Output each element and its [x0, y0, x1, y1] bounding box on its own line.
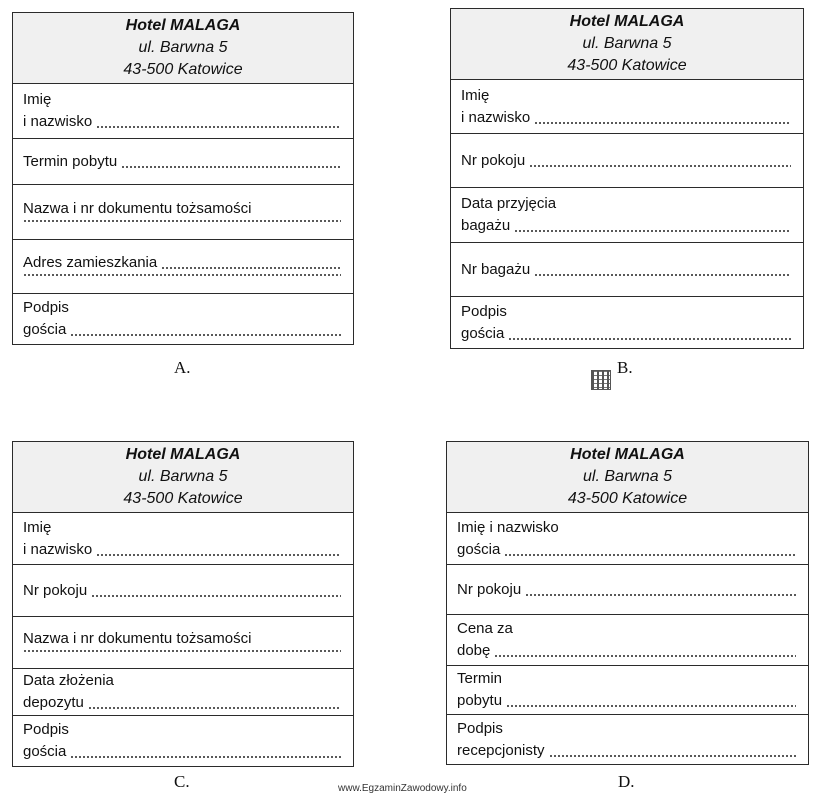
option-label-b: B.: [617, 358, 633, 377]
hotel-street: ul. Barwna 5: [582, 35, 672, 52]
hotel-street: ul. Barwna 5: [583, 468, 672, 485]
field-row: Nr bagażu: [451, 243, 803, 297]
fill-line[interactable]: [96, 126, 341, 128]
hotel-name: Hotel MALAGA: [125, 17, 241, 34]
hotel-header: [13, 13, 353, 84]
form-card-a: [12, 12, 354, 345]
fill-line[interactable]: [23, 650, 341, 652]
hotel-city: 43-500 Katowice: [123, 490, 243, 507]
field-row: Termin pobytu: [447, 666, 808, 715]
field-row: Imię i nazwisko gościa: [447, 513, 808, 565]
hotel-city: 43-500 Katowice: [567, 490, 688, 507]
fill-line[interactable]: [70, 756, 341, 758]
fill-line[interactable]: [506, 705, 796, 707]
hotel-city: 43-500 Katowice: [567, 57, 687, 74]
field-row: Nazwa i nr dokumentu tożsamości: [13, 185, 353, 240]
field-row: Data złożenia depozytu: [13, 669, 353, 716]
field-row: Imię i nazwisko: [13, 513, 353, 565]
fill-line[interactable]: [504, 554, 796, 556]
fill-line[interactable]: [529, 165, 791, 167]
field-row: Nazwa i nr dokumentu tożsamości: [13, 617, 353, 669]
field-row: Imię i nazwisko: [13, 84, 353, 139]
hotel-street: ul. Barwna 5: [138, 468, 228, 485]
hotel-city: 43-500 Katowice: [123, 61, 243, 78]
fill-line[interactable]: [161, 267, 341, 269]
hotel-street: ul. Barwna 5: [138, 39, 228, 56]
fill-line[interactable]: [121, 166, 341, 168]
field-row: Nr pokoju: [451, 134, 803, 188]
hotel-name: Hotel MALAGA: [570, 446, 685, 463]
fill-line[interactable]: [549, 755, 796, 757]
fill-line[interactable]: [23, 274, 341, 276]
option-label-d: D.: [618, 772, 635, 791]
fill-line[interactable]: [88, 707, 341, 709]
hotel-name: Hotel MALAGA: [569, 13, 685, 30]
fill-line[interactable]: [534, 122, 791, 124]
field-row: Nr pokoju: [13, 565, 353, 617]
form-card-c: [12, 441, 354, 767]
field-row: Termin pobytu: [13, 139, 353, 185]
qr-code-icon: [591, 370, 611, 390]
fill-line[interactable]: [70, 334, 341, 336]
fill-line[interactable]: [514, 230, 791, 232]
field-row: Podpis gościa: [451, 297, 803, 348]
hotel-header: [13, 442, 353, 513]
fill-line[interactable]: [23, 220, 341, 222]
hotel-header: [451, 9, 803, 80]
form-card-d: [446, 441, 809, 765]
fill-line[interactable]: [96, 554, 341, 556]
field-row: Data przyjęcia bagażu: [451, 188, 803, 243]
field-row: Adres zamieszkania: [13, 240, 353, 294]
hotel-name: Hotel MALAGA: [125, 446, 241, 463]
option-label-c: C.: [174, 772, 190, 791]
field-row: Podpis gościa: [13, 716, 353, 766]
field-row: Podpis gościa: [13, 294, 353, 344]
fill-line[interactable]: [508, 338, 791, 340]
fill-line[interactable]: [534, 274, 791, 276]
fill-line[interactable]: [525, 594, 796, 596]
footer-url: www.EgzaminZawodowy.info: [338, 783, 467, 794]
field-row: Cena za dobę: [447, 615, 808, 666]
field-row: Nr pokoju: [447, 565, 808, 615]
fill-line[interactable]: [91, 595, 341, 597]
field-row: Podpis recepcjonisty: [447, 715, 808, 764]
field-row: Imię i nazwisko: [451, 80, 803, 134]
fill-line[interactable]: [494, 655, 796, 657]
option-label-a: A.: [174, 358, 191, 377]
hotel-header: [447, 442, 808, 513]
form-card-b: [450, 8, 804, 349]
